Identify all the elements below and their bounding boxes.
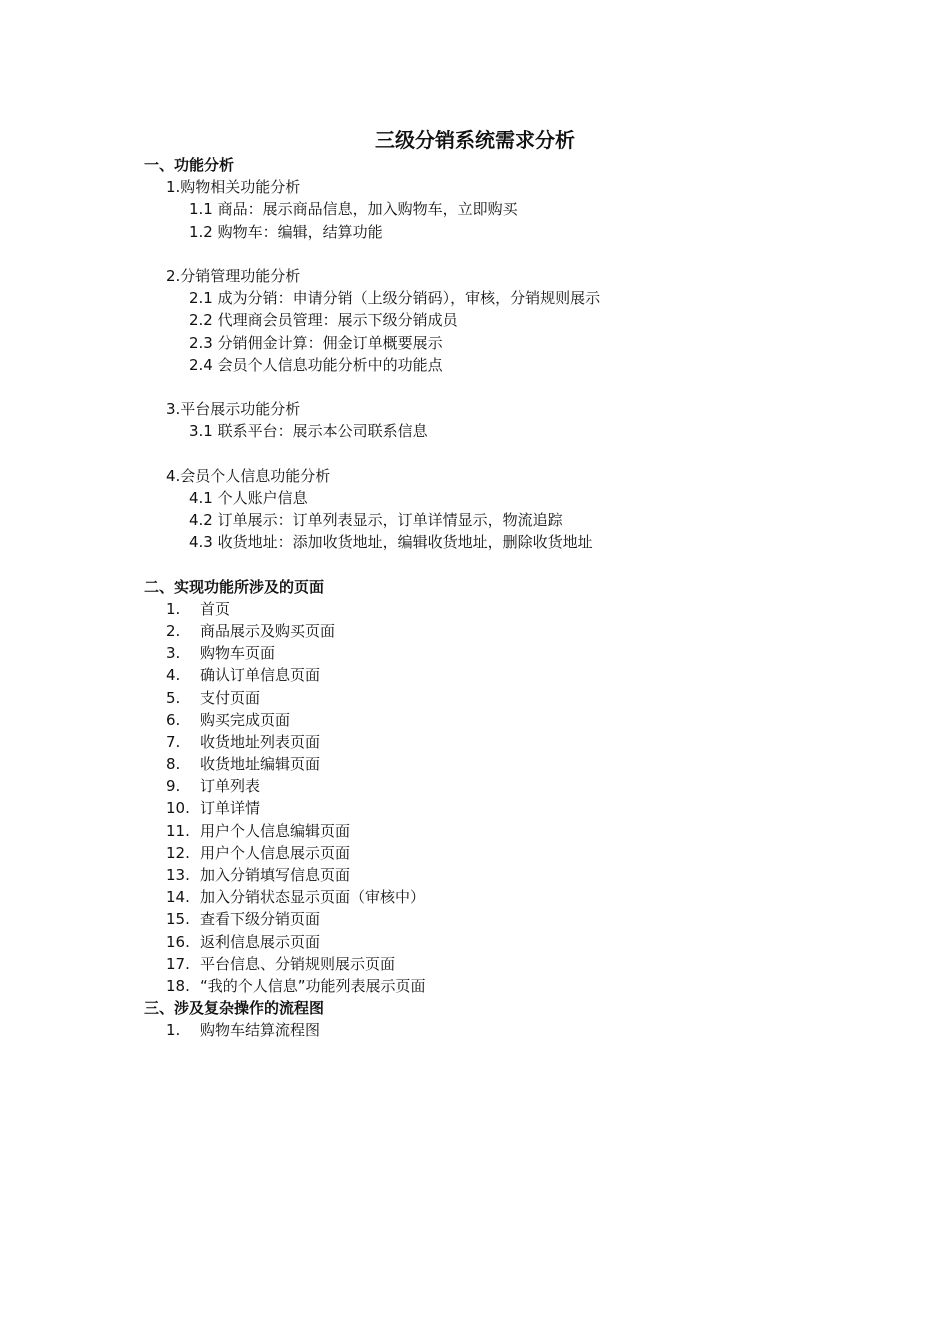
list-number: 15. (166, 910, 190, 929)
list-number: 12. (166, 843, 190, 862)
list-number: 1. (166, 1021, 181, 1040)
list-text: 首页 (200, 599, 231, 618)
list-item (144, 731, 844, 753)
list-number: 10. (166, 799, 190, 818)
document-body (144, 154, 844, 1042)
item-4-1: 4.1 个人账户信息 (189, 488, 308, 507)
list-number: 11. (166, 821, 190, 840)
section-heading-flowcharts: 三、涉及复杂操作的流程图 (144, 999, 325, 1018)
list-item (144, 953, 844, 975)
list-text: 收货地址编辑页面 (200, 755, 321, 774)
item-2-1: 2.1 成为分销：申请分销（上级分销码），审核，分销规则展示 (189, 289, 601, 308)
list-item (144, 864, 844, 886)
item-4-3: 4.3 收货地址：添加收货地址，编辑收货地址，删除收货地址 (189, 533, 593, 552)
list-item (144, 820, 844, 842)
list-number: 17. (166, 954, 190, 973)
list-item (144, 886, 844, 908)
item-2-2: 2.2 代理商会员管理：展示下级分销成员 (189, 311, 458, 330)
list-text: 订单详情 (200, 799, 261, 818)
list-number: 1. (166, 599, 181, 618)
pages-list (144, 598, 844, 997)
spacer (144, 243, 844, 265)
list-text: 查看下级分销页面 (200, 910, 321, 929)
list-item (144, 797, 844, 819)
list-number: 13. (166, 866, 190, 884)
list-item (144, 664, 844, 686)
item-2-4: 2.4 会员个人信息功能分析中的功能点 (189, 355, 443, 374)
list-number: 5. (166, 688, 181, 707)
list-text: 购物车结算流程图 (200, 1021, 321, 1040)
list-number: 6. (166, 710, 181, 729)
list-number: 3. (166, 644, 181, 663)
item-4-2: 4.2 订单展示：订单列表显示，订单详情显示，物流追踪 (189, 511, 563, 529)
list-text: 收货地址列表页面 (200, 732, 321, 751)
subsection-member-info: 4.会员个人信息功能分析 (166, 466, 331, 485)
subsection-shopping: 1.购物相关功能分析 (166, 178, 301, 197)
list-item (144, 931, 844, 953)
item-2-3: 2.3 分销佣金计算：佣金订单概要展示 (189, 333, 443, 352)
list-number: 14. (166, 888, 190, 907)
list-text: 加入分销填写信息页面 (200, 866, 351, 884)
list-text: “我的个人信息”功能列表展示页面 (200, 976, 426, 995)
list-text: 订单列表 (200, 777, 261, 796)
list-number: 16. (166, 932, 190, 951)
list-text: 返利信息展示页面 (200, 932, 321, 951)
section-heading-functional-analysis: 一、功能分析 (144, 156, 235, 174)
list-number: 7. (166, 732, 181, 751)
list-number: 9. (166, 777, 181, 796)
subsection-platform: 3.平台展示功能分析 (166, 400, 301, 419)
list-text: 加入分销状态显示页面（审核中） (200, 888, 426, 907)
list-text: 平台信息、分销规则展示页面 (200, 954, 396, 973)
list-item (144, 687, 844, 709)
list-text: 购物车页面 (200, 644, 276, 663)
list-item (144, 753, 844, 775)
list-number: 18. (166, 976, 190, 995)
spacer (144, 553, 844, 575)
subsection-distribution: 2.分销管理功能分析 (166, 266, 301, 285)
item-1-1: 1.1 商品：展示商品信息，加入购物车，立即购买 (189, 200, 518, 219)
list-text: 支付页面 (200, 688, 261, 707)
item-3-1: 3.1 联系平台：展示本公司联系信息 (189, 422, 428, 441)
list-text: 用户个人信息编辑页面 (200, 821, 351, 840)
list-number: 4. (166, 666, 181, 685)
list-item (144, 1019, 844, 1041)
list-text: 确认订单信息页面 (200, 666, 321, 685)
list-number: 2. (166, 621, 181, 640)
list-text: 用户个人信息展示页面 (200, 843, 351, 862)
list-item (144, 975, 844, 997)
list-item (144, 775, 844, 797)
item-1-2: 1.2 购物车：编辑，结算功能 (189, 222, 383, 241)
document-title: 三级分销系统需求分析 (375, 128, 575, 152)
list-item (144, 598, 844, 620)
list-text: 购买完成页面 (200, 710, 291, 729)
list-item (144, 642, 844, 664)
list-item (144, 620, 844, 642)
spacer (144, 442, 844, 464)
list-item (144, 709, 844, 731)
spacer (144, 376, 844, 398)
list-item (144, 908, 844, 930)
flowchart-list (144, 1019, 844, 1041)
list-number: 8. (166, 755, 181, 774)
section-heading-pages: 二、实现功能所涉及的页面 (144, 577, 325, 596)
list-text: 商品展示及购买页面 (200, 621, 336, 640)
list-item (144, 842, 844, 864)
